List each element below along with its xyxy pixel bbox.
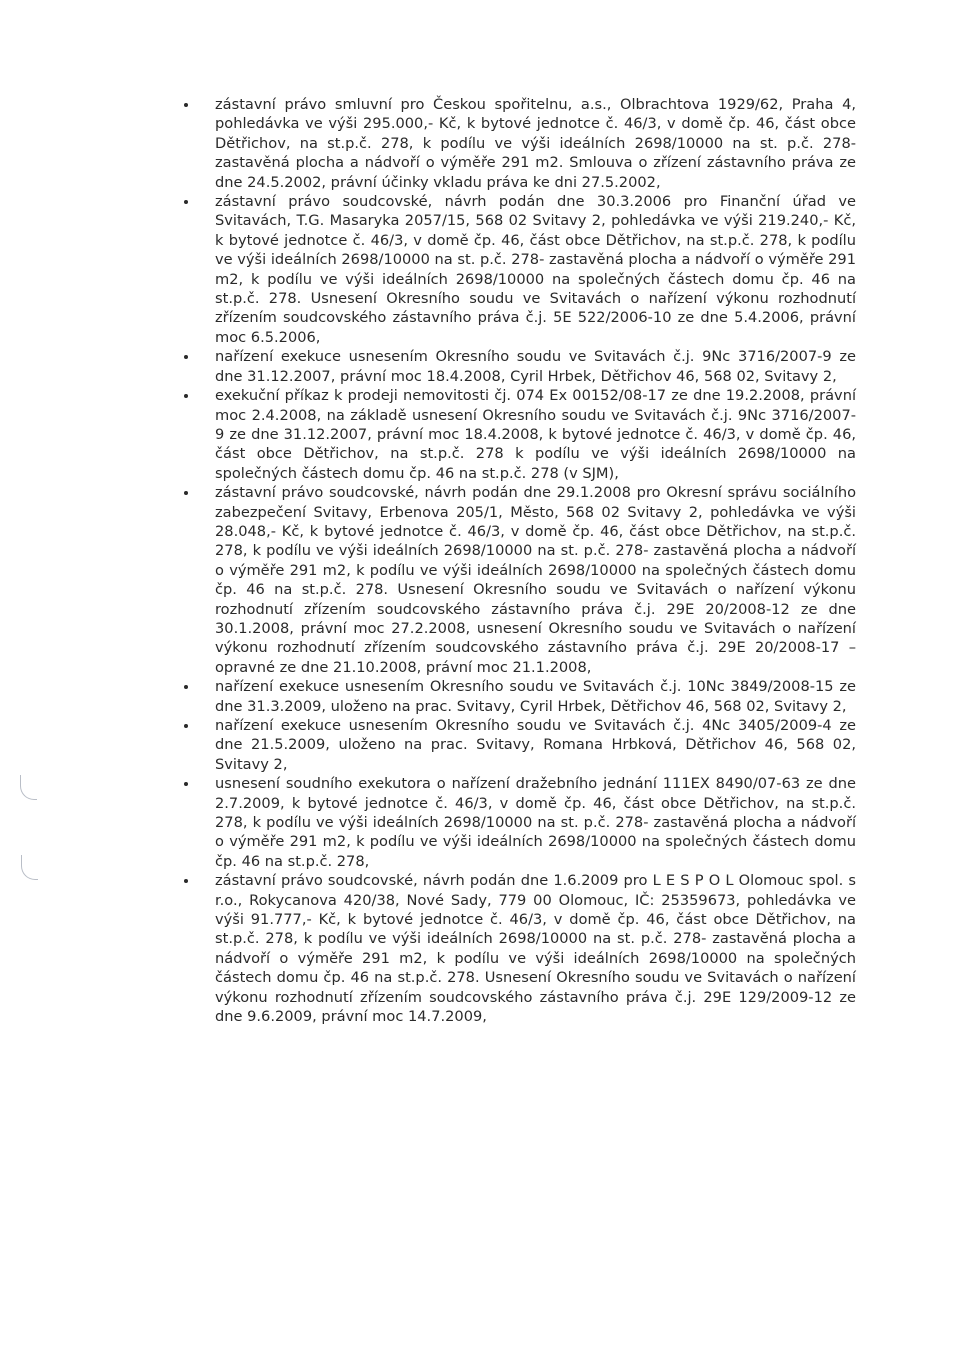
list-item	[184, 386, 856, 483]
encumbrance-list	[184, 95, 856, 1027]
list-item-text: usnesení soudního exekutora o nařízení dražebního jednání 111EX 8490/07-63 ze dne 2.7.2009, k bytové jednotce č. 46/3, v domě čp. 46, část obce Dětřichov, na st.p.č. 278, k podílu ve výši ideálních 2698/10000 na st. p.č. 278- zastavěná plocha a nádvoří o výměře 291 m2, k podílu ve výši ideálních 2698/10000 na společných částech domu čp. 46 na st.p.č. 278,	[215, 775, 856, 870]
list-item	[184, 774, 856, 871]
bullet-icon	[184, 879, 188, 883]
list-item	[184, 483, 856, 677]
list-item-text: zástavní právo soudcovské, návrh podán dne 29.1.2008 pro Okresní správu sociálního zabezpečení Svitavy, Erbenova 205/1, Město, 568 02 Svitavy 2, pohledávka ve výši 28.048,- Kč, k bytové jednotce č. 46/3, v domě čp. 46, část obce Dětřichov, na st.p.č. 278, k podílu ve výši ideálních 2698/10000 na st. p.č. 278- zastavěná plocha a nádvoří o výměře 291 m2, k podílu ve výši ideálních 2698/10000 na společných částech domu čp. 46 na st.p.č. 278. Usnesení Okresního soudu ve Svitavách o nařízení výkonu rozhodnutí zřízením soudcovského zástavního práva č.j. 29E 20/2008-12 ze dne 30.1.2008, právní moc 27.2.2008, usnesení Okresního soudu ve Svitavách o nařízení výkonu rozhodnutí zřízením soudcovského zástavního práva č.j. 29E 20/2008-17 – opravné ze dne 21.10.2008, právní moc 21.1.2008,	[215, 484, 856, 676]
bullet-icon	[184, 724, 188, 728]
bullet-icon	[184, 685, 188, 689]
list-item	[184, 677, 856, 716]
list-item	[184, 716, 856, 774]
list-item-text: zástavní právo smluvní pro Českou spořitelnu, a.s., Olbrachtova 1929/62, Praha 4, pohledávka ve výši 295.000,- Kč, k bytové jednotce č. 46/3, v domě čp. 46, část obce Dětřichov, na st.p.č. 278, k podílu ve výši ideálních 2698/10000 na st. p.č. 278- zastavěná plocha a nádvoří o výměře 291 m2. Smlouva o zřízení zástavního práva ze dne 24.5.2002, právní účinky vkladu práva ke dni 27.5.2002,	[215, 96, 856, 191]
list-item	[184, 347, 856, 386]
bullet-icon	[184, 103, 188, 107]
bullet-icon	[184, 200, 188, 204]
list-item-text: nařízení exekuce usnesením Okresního soudu ve Svitavách č.j. 4Nc 3405/2009-4 ze dne 21.5.2009, uloženo na prac. Svitavy, Romana Hrbková, Dětřichov 46, 568 02, Svitavy 2,	[215, 717, 856, 773]
scan-margin-mark	[21, 855, 38, 880]
list-item-text: zástavní právo soudcovské, návrh podán dne 1.6.2009 pro L E S P O L Olomouc spol. s r.o., Rokycanova 420/38, Nové Sady, 779 00 Olomouc, IČ: 25359673, pohledávka ve výši 91.777,- Kč, k bytové jednotce č. 46/3, v domě čp. 46, část obce Dětřichov, na st.p.č. 278, k podílu ve výši ideálních 2698/10000 na st. p.č. 278- zastavěná plocha a nádvoří o výměře 291 m2, k podílu ve výši ideálních 2698/10000 na společných částech domu čp. 46 na st.p.č. 278. Usnesení Okresního soudu ve Svitavách o nařízení výkonu rozhodnutí zřízením soudcovského zástavního práva č.j. 29E 129/2009-12 ze dne 9.6.2009, právní moc 14.7.2009,	[215, 872, 856, 1026]
list-item-text: nařízení exekuce usnesením Okresního soudu ve Svitavách č.j. 10Nc 3849/2008-15 ze dne 31.3.2009, uloženo na prac. Svitavy, Cyril Hrbek, Dětřichov 46, 568 02, Svitavy 2,	[215, 678, 856, 715]
list-item-text: zástavní právo soudcovské, návrh podán dne 30.3.2006 pro Finanční úřad ve Svitavách, T.G. Masaryka 2057/15, 568 02 Svitavy 2, pohledávka ve výši 219.240,- Kč, k bytové jednotce č. 46/3, v domě čp. 46, část obce Dětřichov, na st.p.č. 278, k podílu ve výši ideálních 2698/10000 na st. p.č. 278- zastavěná plocha a nádvoří o výměře 291 m2, k podílu ve výši ideálních 2698/10000 na společných částech domu čp. 46 na st.p.č. 278. Usnesení Okresního soudu ve Svitavách o nařízení výkonu rozhodnutí zřízením soudcovského zástavního práva č.j. 5E 522/2006-10 ze dne 5.4.2006, právní moc 6.5.2006,	[215, 193, 856, 346]
list-item	[184, 95, 856, 192]
scan-margin-mark	[20, 775, 37, 800]
bullet-icon	[184, 394, 188, 398]
bullet-icon	[184, 491, 188, 495]
list-item	[184, 871, 856, 1026]
bullet-icon	[184, 355, 188, 359]
bullet-icon	[184, 782, 188, 786]
list-item-text: nařízení exekuce usnesením Okresního soudu ve Svitavách č.j. 9Nc 3716/2007-9 ze dne 31.12.2007, právní moc 18.4.2008, Cyril Hrbek, Dětřichov 46, 568 02, Svitavy 2,	[215, 348, 856, 385]
list-item	[184, 192, 856, 347]
list-item-text: exekuční příkaz k prodeji nemovitosti čj. 074 Ex 00152/08-17 ze dne 19.2.2008, právní moc 2.4.2008, na základě usnesení Okresního soudu ve Svitavách č.j. 9Nc 3716/2007-9 ze dne 31.12.2007, právní moc 18.4.2008, k bytové jednotce č. 46/3, v domě čp. 46, část obce Dětřichov, na st.p.č. 278 k podílu ve výši ideálních 2698/10000 na společných částech domu čp. 46 na st.p.č. 278 (v SJM),	[215, 387, 856, 482]
